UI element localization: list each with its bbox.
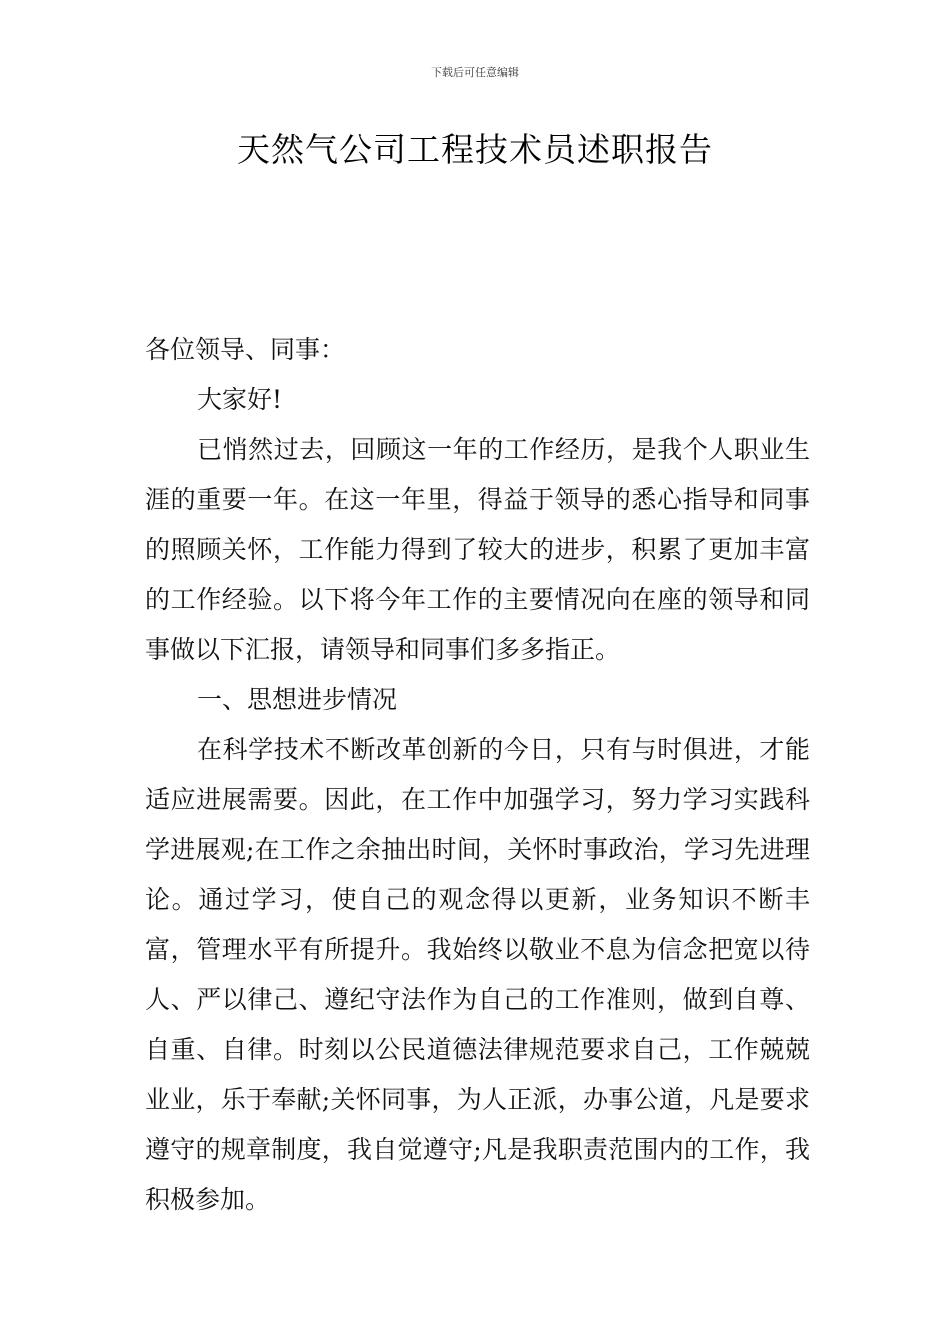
- salutation: 各位领导、同事：: [145, 335, 346, 364]
- document-body: [145, 325, 810, 1225]
- section-heading: 一、思想进步情况: [197, 685, 398, 714]
- paragraph-ideology: 在科学技术不断改革创新的今日，只有与时俱进，才能适应进展需要。因此，在工作中加强学习，努力学习实践科学进展观;在工作之余抽出时间，关怀时事政治，学习先进理论。通过学习，使自己的观念得以更新，业务知识不断丰富，管理水平有所提升。我始终以敬业不息为信念把宽以待人、严以律己、遵纪守法作为自己的工作准则，做到自尊、自重、自律。时刻以公民道德法律规范要求自己，工作兢兢业业，乐于奉献;关怀同事，为人正派，办事公道，凡是要求遵守的规章制度，我自觉遵守;凡是我职责范围内的工作，我积极参加。: [145, 735, 810, 1214]
- greeting: 大家好!: [197, 385, 283, 414]
- header-note: 下载后可任意编辑: [431, 66, 519, 79]
- paragraph-intro: 已悄然过去，回顾这一年的工作经历，是我个人职业生涯的重要一年。在这一年里，得益于领导的悉心指导和同事的照顾关怀，工作能力得到了较大的进步，积累了更加丰富的工作经验。以下将今年工作的主要情况向在座的领导和同事做以下汇报，请领导和同事们多多指正。: [145, 435, 810, 664]
- document-title: 天然气公司工程技术员述职报告: [237, 130, 713, 169]
